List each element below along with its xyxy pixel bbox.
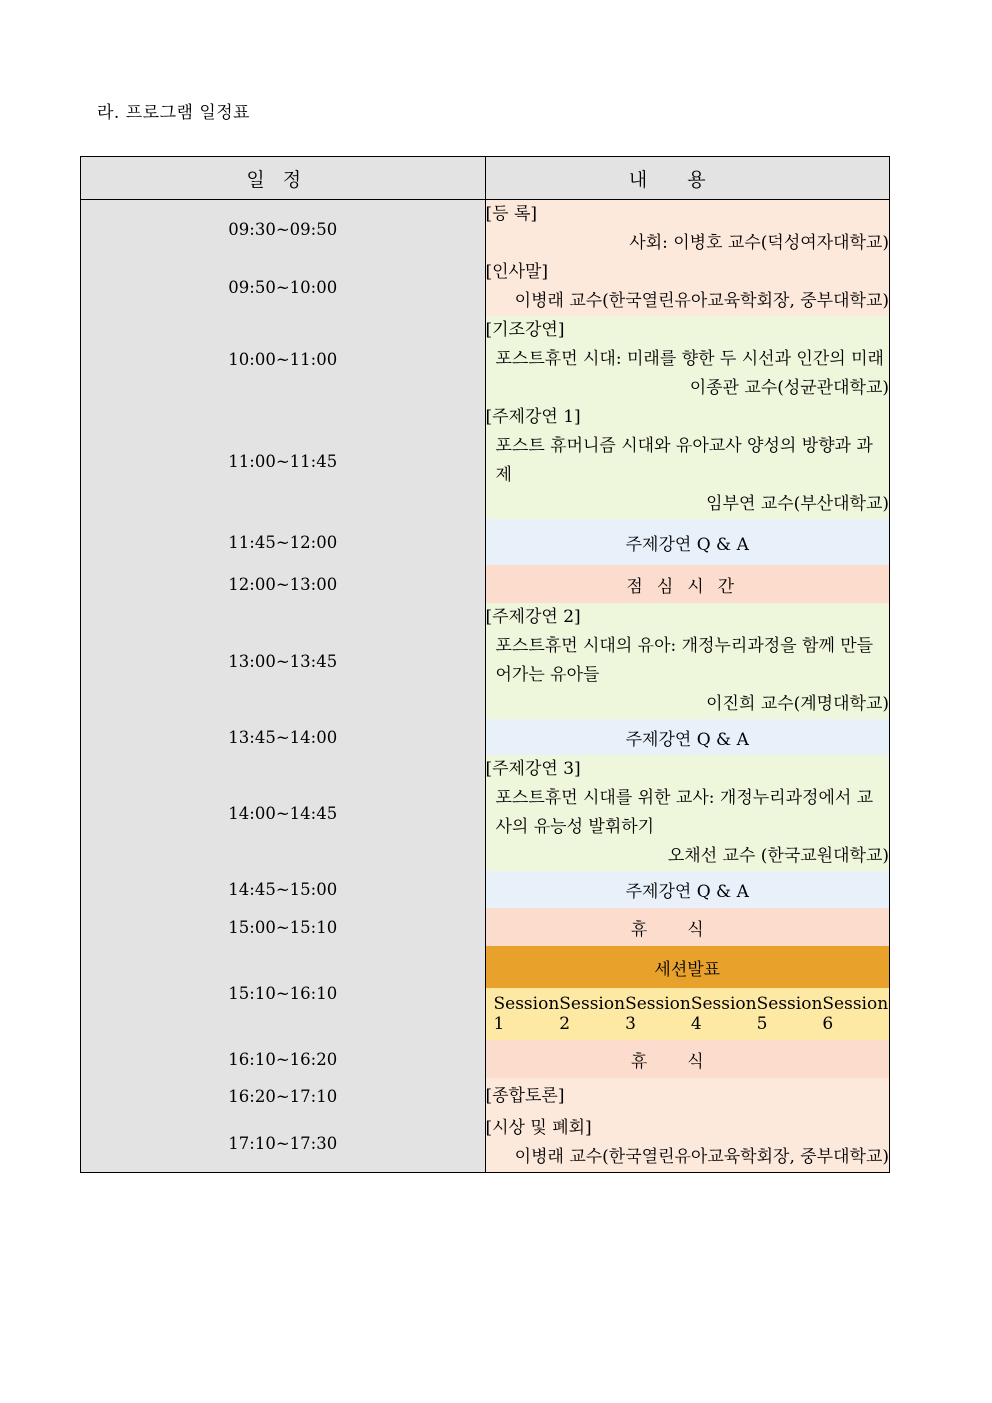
- qa-cell: 주제강연 Q & A: [485, 871, 890, 908]
- item-label: [주제강연 1]: [485, 407, 581, 427]
- time-cell: 12:00~13:00: [81, 565, 486, 603]
- content-cell: [485, 1078, 890, 1114]
- item-label: [인사말]: [485, 262, 549, 282]
- item-title: 포스트 휴머니즘 시대와 유아교사 양성의 방향과 과제: [495, 436, 873, 485]
- item-label: [등 록]: [485, 204, 538, 224]
- table-row: [81, 871, 890, 908]
- qa-cell: 주제강연 Q & A: [485, 719, 890, 755]
- time-cell: 10:00~11:00: [81, 316, 486, 403]
- time-cell: 09:30~09:50: [81, 200, 486, 259]
- time-cell: 13:45~14:00: [81, 719, 486, 755]
- session-item: Session 1: [493, 994, 560, 1034]
- program-schedule-table: [80, 156, 890, 1173]
- session-item: Session 3: [625, 994, 691, 1034]
- lunch-cell: 점심시간: [485, 565, 890, 603]
- item-detail: 이종관 교수(성균관대학교): [689, 378, 889, 398]
- item-detail: 이병래 교수(한국열린유아교육학회장, 중부대학교): [514, 291, 889, 311]
- time-cell: 09:50~10:00: [81, 258, 486, 316]
- session-header-cell: 세션발표: [485, 946, 890, 988]
- time-cell: 16:10~16:20: [81, 1040, 486, 1078]
- item-label: [종합토론]: [485, 1085, 565, 1106]
- qa-cell: 주제강연 Q & A: [485, 519, 890, 565]
- item-title: 포스트휴먼 시대: 미래를 향한 두 시선과 인간의 미래: [495, 349, 884, 369]
- sessions-cell: [485, 988, 890, 1040]
- content-cell: [485, 200, 890, 259]
- table-row: [81, 565, 890, 603]
- content-cell: [485, 316, 890, 403]
- time-cell: 15:10~16:10: [81, 946, 486, 1040]
- content-cell: [485, 755, 890, 871]
- time-cell: 11:00~11:45: [81, 403, 486, 519]
- header-content: 내용: [485, 157, 890, 200]
- table-row: [81, 200, 890, 259]
- session-item: Session 5: [756, 994, 823, 1034]
- table-row: [81, 1040, 890, 1078]
- table-row: [81, 1078, 890, 1114]
- item-detail: 이진희 교수(계명대학교): [706, 694, 889, 714]
- break-cell: 휴식: [485, 1040, 890, 1078]
- table-row: [81, 908, 890, 946]
- session-item: Session 2: [559, 994, 626, 1034]
- session-item: Session 6: [822, 994, 889, 1034]
- table-row: [81, 946, 890, 988]
- time-cell: 13:00~13:45: [81, 603, 486, 719]
- table-row: [81, 316, 890, 403]
- item-detail: 이병래 교수(한국열린유아교육학회장, 중부대학교): [514, 1147, 889, 1167]
- session-item: Session 4: [690, 994, 757, 1034]
- time-cell: 17:10~17:30: [81, 1114, 486, 1173]
- header-schedule: 일정: [81, 157, 486, 200]
- time-cell: 14:45~15:00: [81, 871, 486, 908]
- item-label: [주제강연 3]: [485, 759, 581, 779]
- session-list: [486, 994, 890, 1034]
- section-heading: 라. 프로그램 일정표: [97, 103, 251, 123]
- time-cell: 15:00~15:10: [81, 908, 486, 946]
- table-row: [81, 755, 890, 871]
- time-cell: 16:20~17:10: [81, 1078, 486, 1114]
- item-label: [주제강연 2]: [485, 607, 581, 627]
- content-cell: [485, 258, 890, 316]
- item-detail: 사회: 이병호 교수(덕성여자대학교): [629, 233, 889, 253]
- item-title: 포스트휴먼 시대의 유아: 개정누리과정을 함께 만들어가는 유아들: [495, 636, 874, 685]
- time-cell: 14:00~14:45: [81, 755, 486, 871]
- break-cell: 휴식: [485, 908, 890, 946]
- content-cell: [485, 1114, 890, 1173]
- table-row: [81, 719, 890, 755]
- item-label: [시상 및 폐회]: [485, 1118, 592, 1138]
- content-cell: [485, 603, 890, 719]
- item-detail: 오채선 교수 (한국교원대학교): [667, 846, 889, 866]
- time-cell: 11:45~12:00: [81, 519, 486, 565]
- item-label: [기조강연]: [485, 320, 565, 340]
- content-cell: [485, 403, 890, 519]
- table-row: [81, 1114, 890, 1173]
- table-row: [81, 603, 890, 719]
- item-detail: 임부연 교수(부산대학교): [706, 494, 889, 514]
- table-row: [81, 519, 890, 565]
- item-title: 포스트휴먼 시대를 위한 교사: 개정누리과정에서 교사의 유능성 발휘하기: [495, 788, 874, 837]
- table-row: [81, 403, 890, 519]
- table-row: [81, 258, 890, 316]
- table-header-row: [81, 157, 890, 200]
